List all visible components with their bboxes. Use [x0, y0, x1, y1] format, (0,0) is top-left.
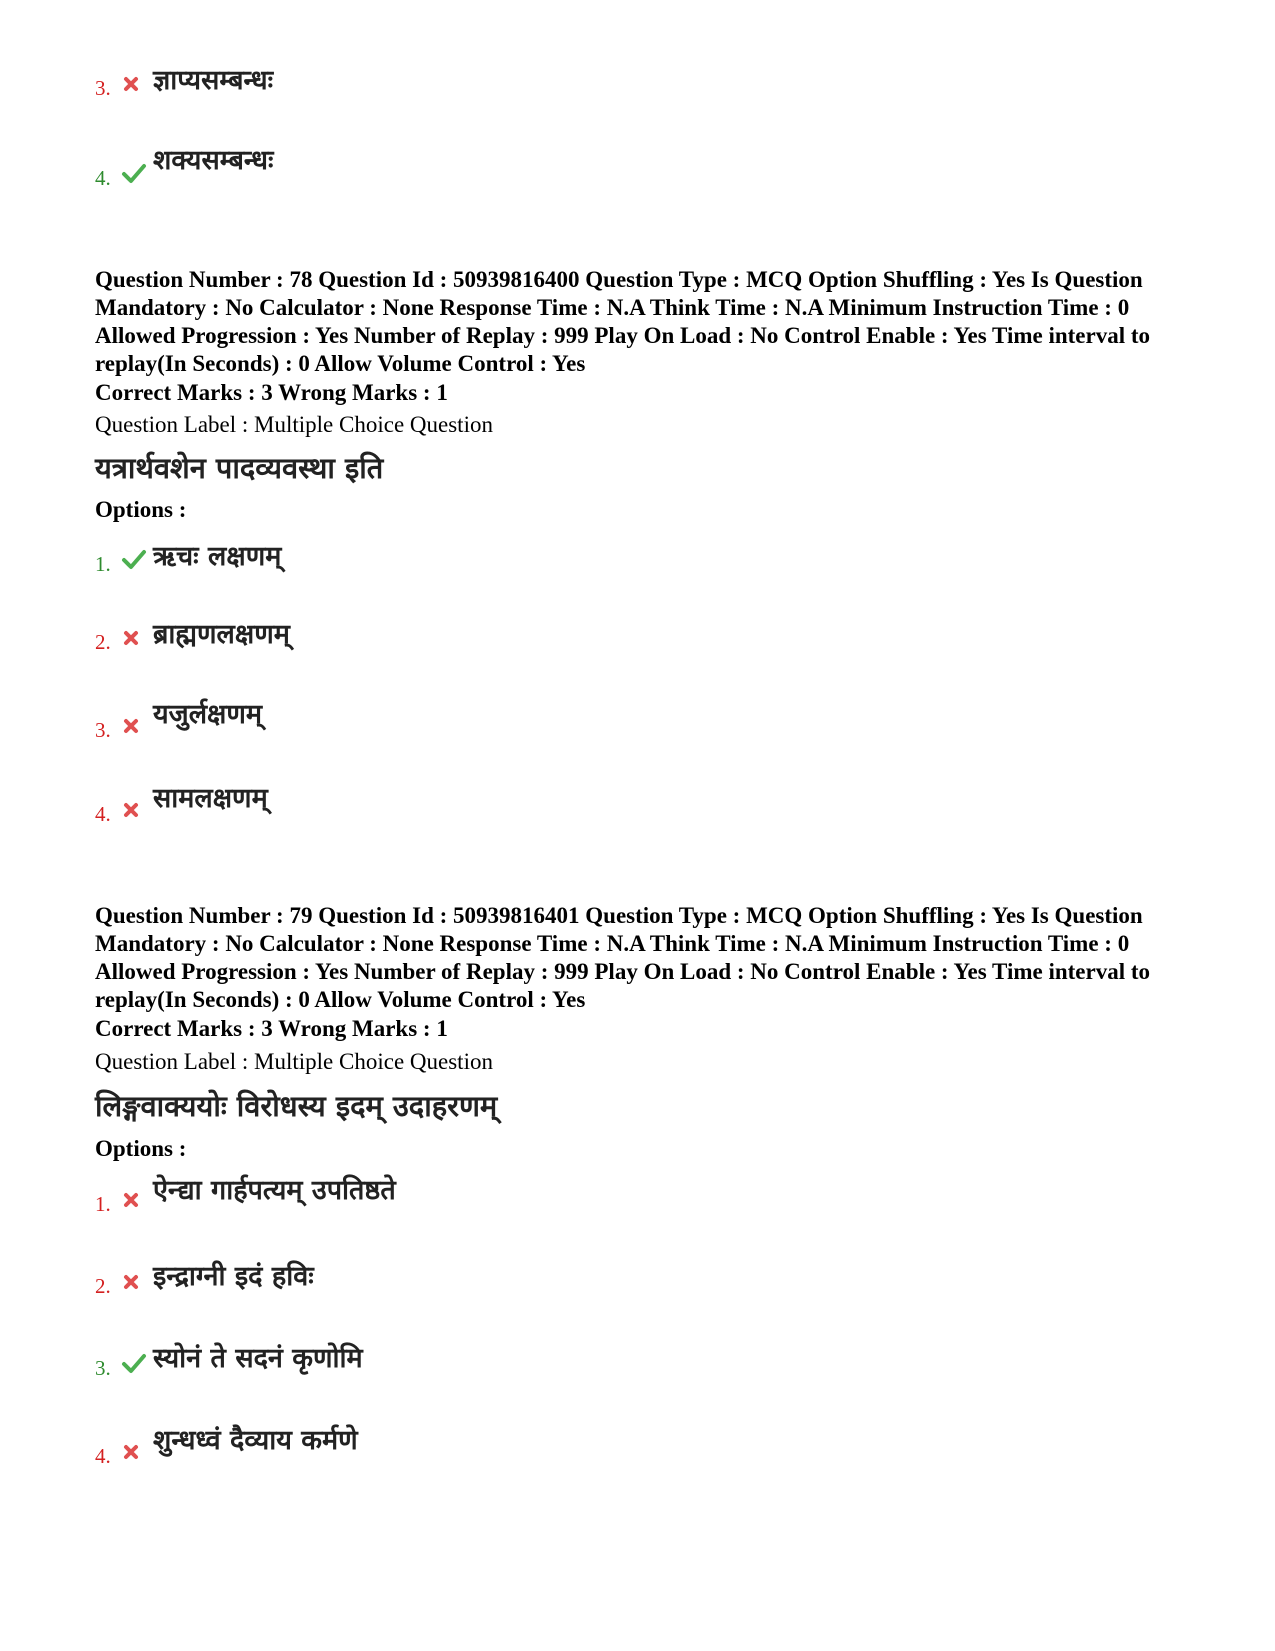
option-text: ज्ञाप्यसम्बन्धः	[153, 65, 274, 96]
option-text: सामलक्षणम्	[153, 783, 268, 814]
option-number: 1.	[95, 1192, 111, 1216]
options-heading: Options :	[95, 497, 187, 522]
option-number: 3.	[95, 76, 111, 100]
question-meta: Question Number : 79 Question Id : 50939816401 Question Type : MCQ Option Shuffling : Yes Is Question Mandatory : No Calculator : None Response Time : N.A Think Time : N.A Minimum Instruction Time : 0 Allowed Progression : Yes Number of Replay : 999 Play On Load : No Control Enable : Yes Time interval to replay(In Seconds) : 0 Allow Volume Control : Yes	[95, 903, 1151, 1012]
question-label: Question Label : Multiple Choice Question	[95, 1049, 493, 1074]
check-icon	[121, 1352, 147, 1379]
option-number: 2.	[95, 630, 111, 654]
option-number: 3.	[95, 718, 111, 742]
cross-icon	[121, 716, 141, 741]
option-number: 3.	[95, 1356, 111, 1380]
check-icon	[121, 162, 147, 189]
option-number: 4.	[95, 166, 111, 190]
question-label: Question Label : Multiple Choice Question	[95, 412, 493, 437]
question-text: लिङ्गवाक्ययोः विरोधस्य इदम् उदाहरणम्	[95, 1089, 498, 1123]
option-text: ब्राह्मणलक्षणम्	[153, 619, 290, 650]
cross-icon	[121, 1272, 141, 1297]
cross-icon	[121, 628, 141, 653]
options-heading: Options :	[95, 1136, 187, 1161]
option-number: 2.	[95, 1274, 111, 1298]
option-number: 1.	[95, 552, 111, 576]
option-text: शुन्धध्वं दैव्याय कर्मणे	[153, 1425, 358, 1456]
question-marks: Correct Marks : 3 Wrong Marks : 1	[95, 380, 448, 405]
question-marks: Correct Marks : 3 Wrong Marks : 1	[95, 1016, 448, 1041]
option-text: इन्द्राग्नी इदं हविः	[153, 1261, 314, 1292]
option-number: 4.	[95, 802, 111, 826]
option-text: यजुर्लक्षणम्	[153, 699, 263, 730]
option-text: ऐन्द्या गार्हपत्यम् उपतिष्ठते	[153, 1175, 396, 1206]
option-number: 4.	[95, 1444, 111, 1468]
option-text: ऋचः लक्षणम्	[153, 541, 282, 572]
check-icon	[121, 548, 147, 575]
option-text: स्योनं ते सदनं कृणोमि	[153, 1343, 363, 1374]
cross-icon	[121, 1190, 141, 1215]
cross-icon	[121, 1442, 141, 1467]
question-meta: Question Number : 78 Question Id : 50939816400 Question Type : MCQ Option Shuffling : Yes Is Question Mandatory : No Calculator : None Response Time : N.A Think Time : N.A Minimum Instruction Time : 0 Allowed Progression : Yes Number of Replay : 999 Play On Load : No Control Enable : Yes Time interval to replay(In Seconds) : 0 Allow Volume Control : Yes	[95, 267, 1151, 376]
cross-icon	[121, 74, 141, 99]
question-text: यत्रार्थवशेन पादव्यवस्था इति	[95, 451, 384, 485]
option-text: शक्यसम्बन्धः	[153, 145, 274, 176]
cross-icon	[121, 800, 141, 825]
